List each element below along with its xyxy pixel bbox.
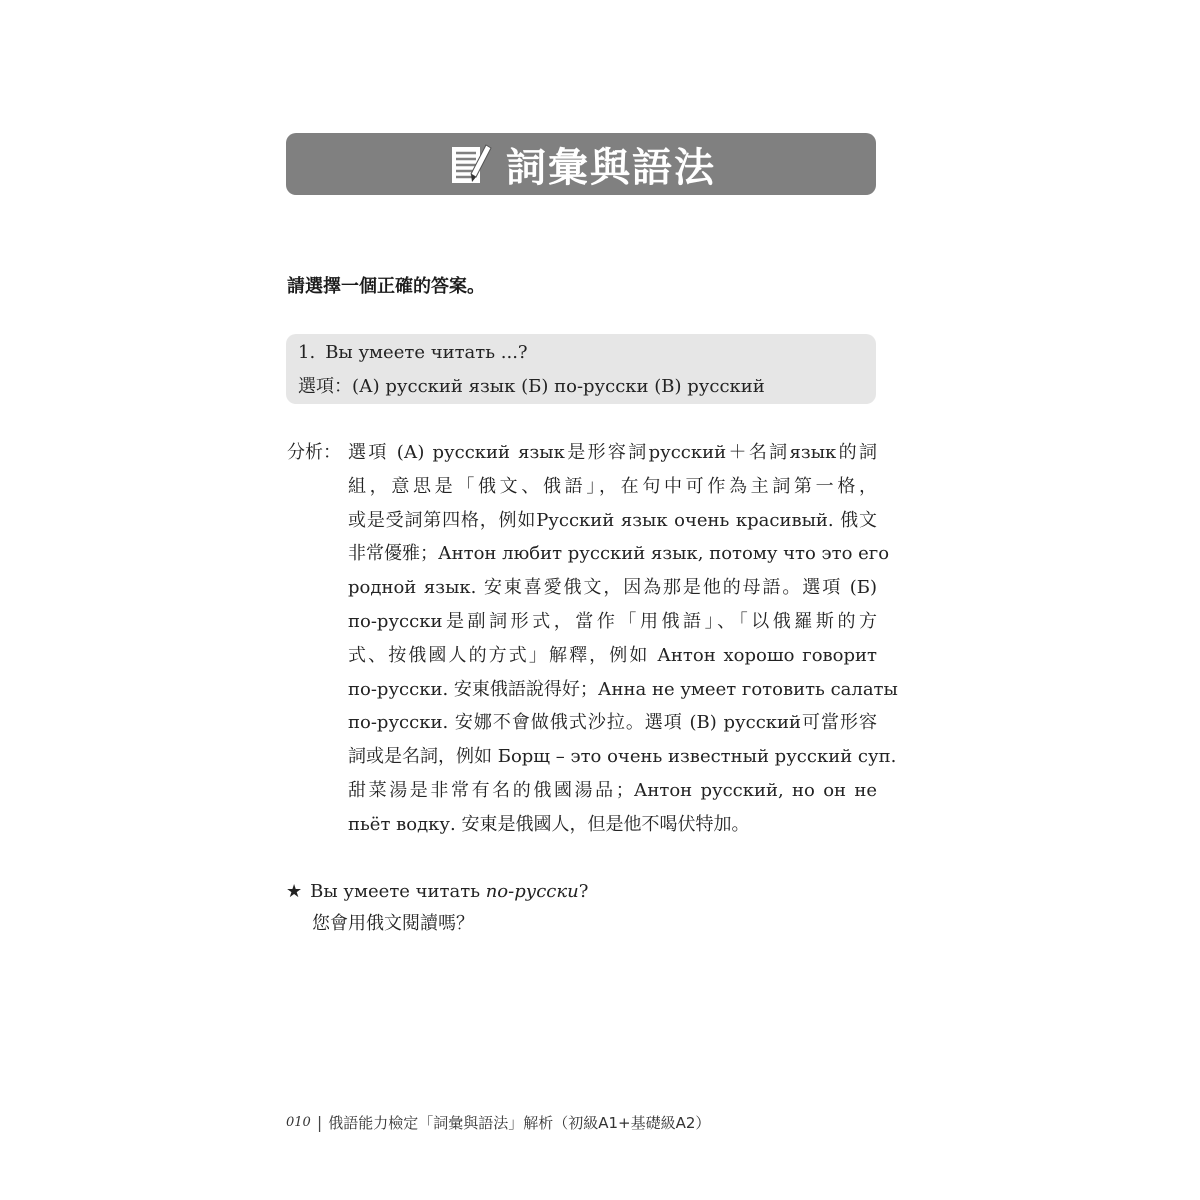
example-ru-emphasis: по-русски [485,881,579,902]
notepad-pencil-icon [446,141,496,187]
analysis-body [348,436,898,842]
question-text: Вы умеете читать ...? [325,342,528,363]
analysis-line: по-русски. 安東俄語說得好；Анна не умеет готовить салаты [348,678,898,700]
analysis-line: 非常優雅；Антон любит русский язык, потому что это его [348,543,890,565]
analysis-line: 式、按俄國人的方式」解釋，例如 Антон хорошо говорит [348,644,877,666]
analysis-line: 詞或是名詞，例如 Борщ – это очень известный русский суп. [348,746,897,768]
question-line [298,342,528,363]
analysis-line: 甜菜湯是非常有名的俄國湯品；Антон русский, но он не [348,779,877,801]
analysis-line: по-русски是副詞形式，當作「用俄語」、「以俄羅斯的方 [348,610,877,632]
instruction-text: 請選擇一個正確的答案。 [287,276,485,297]
analysis-label: 分析： [287,442,341,463]
example-chinese: 您會用俄文閱讀嗎？ [312,913,474,934]
page-number: 010 [286,1115,311,1130]
star-icon: ★ [286,881,303,902]
page-footer [286,1112,710,1133]
footer-separator: | [316,1113,323,1132]
question-options: 選項：(А) русский язык (Б) по-русски (В) русский [298,376,765,397]
analysis-line: родной язык. 安東喜愛俄文，因為那是他的母語。選項 (Б) [348,577,877,599]
book-title: 俄語能力檢定「詞彙與語法」解析（初級A1+基礎級A2） [328,1114,711,1132]
example-russian [286,876,588,908]
analysis-line: по-русски. 安娜不會做俄式沙拉。選項 (В) русский可當形容 [348,712,877,734]
analysis-section [287,436,898,842]
example-block [286,876,588,940]
example-ru-suffix: ? [578,881,589,902]
analysis-line: 組，意思是「俄文、俄語」，在句中可作為主詞第一格， [348,475,877,497]
question-box [286,334,876,404]
analysis-line: 或是受詞第四格，例如Русский язык очень красивый. 俄文 [348,509,877,531]
section-title: 詞彙與語法 [506,144,716,191]
analysis-line: пьёт водку. 安東是俄國人，但是他不喝伏特加。 [348,813,750,835]
analysis-line: 選項 (А) русский язык是形容詞русский＋名詞язык的詞 [348,442,877,463]
banner-content [446,136,716,193]
question-number: 1. [298,342,316,363]
example-ru-prefix: Вы умеете читать [310,881,486,902]
section-banner [286,133,876,195]
